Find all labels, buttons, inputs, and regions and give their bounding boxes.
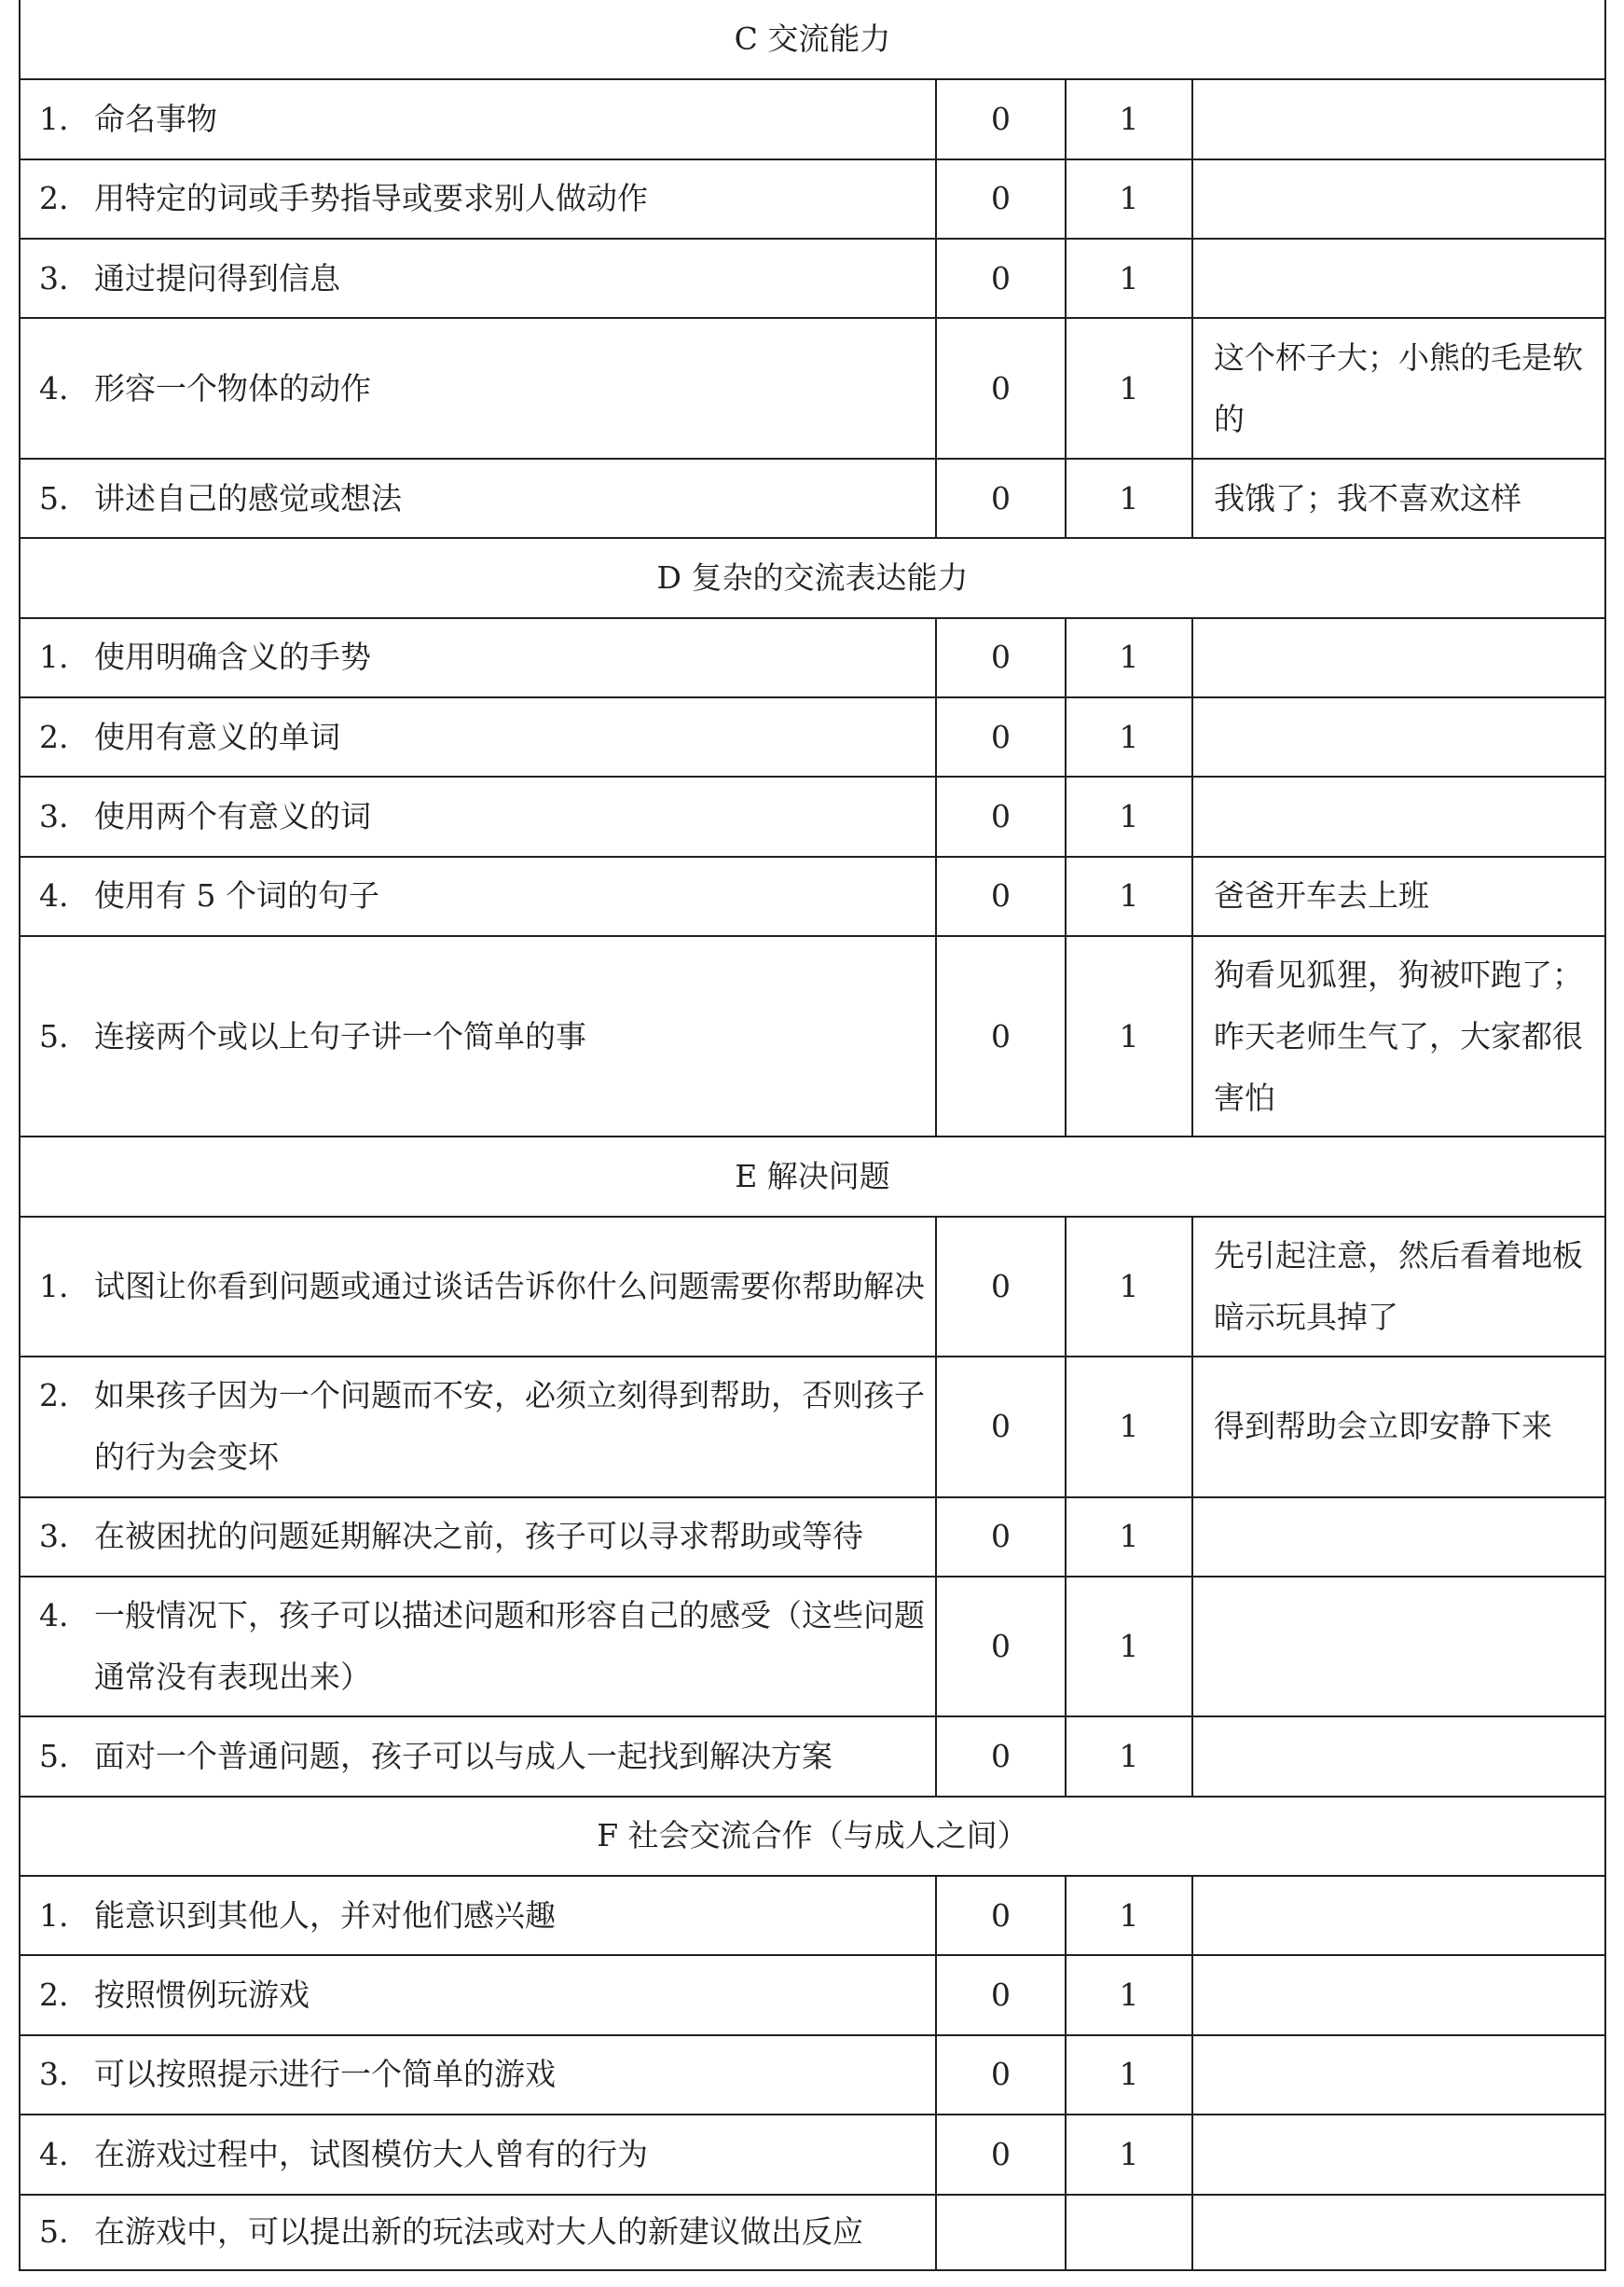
example-cell xyxy=(1192,777,1605,856)
table-row xyxy=(20,697,1605,777)
table-row xyxy=(20,777,1605,856)
section-title: E 解决问题 xyxy=(20,1137,1605,1216)
item-number: 2. xyxy=(39,1377,69,1414)
item-wrap xyxy=(39,786,935,847)
item-cell xyxy=(20,618,936,697)
item-text: 使用有意义的单词 xyxy=(94,718,340,755)
item-text: 面对一个普通问题，孩子可以与成人一起找到解决方案 xyxy=(94,1738,833,1775)
item-number: 5. xyxy=(39,479,69,517)
score-zero-cell[interactable]: 0 xyxy=(936,1876,1066,1955)
score-zero-cell[interactable]: 0 xyxy=(936,459,1066,538)
score-one-cell[interactable]: 1 xyxy=(1066,1497,1192,1577)
section-header-row xyxy=(20,538,1605,617)
item-wrap xyxy=(39,707,935,768)
item-number: 3. xyxy=(39,2056,69,2093)
example-cell xyxy=(1192,2115,1605,2194)
score-one-cell[interactable] xyxy=(1066,2195,1192,2270)
example-cell xyxy=(1192,159,1605,239)
item-wrap xyxy=(39,358,935,420)
table-row xyxy=(20,79,1605,158)
table-row xyxy=(20,1577,1605,1716)
item-wrap xyxy=(39,248,935,310)
score-zero-cell[interactable]: 0 xyxy=(936,1357,1066,1496)
table-row xyxy=(20,239,1605,318)
table-row xyxy=(20,2115,1605,2194)
item-wrap xyxy=(39,1585,935,1708)
item-wrap xyxy=(39,2201,935,2263)
example-cell xyxy=(1192,79,1605,158)
score-one-cell[interactable]: 1 xyxy=(1066,618,1192,697)
item-number: 4. xyxy=(39,877,69,915)
score-one-cell[interactable]: 1 xyxy=(1066,239,1192,318)
assessment-table-body xyxy=(20,0,1605,2270)
example-cell xyxy=(1192,618,1605,697)
item-cell xyxy=(20,697,936,777)
item-wrap xyxy=(39,1726,935,1787)
example-cell: 爸爸开车去上班 xyxy=(1192,857,1605,936)
score-zero-cell[interactable]: 0 xyxy=(936,239,1066,318)
score-zero-cell[interactable]: 0 xyxy=(936,1497,1066,1577)
score-zero-cell[interactable]: 0 xyxy=(936,936,1066,1137)
item-wrap xyxy=(39,89,935,150)
item-wrap xyxy=(39,1006,935,1068)
item-number: 5. xyxy=(39,1738,69,1775)
item-text: 形容一个物体的动作 xyxy=(94,369,371,406)
example-cell xyxy=(1192,1577,1605,1716)
table-row xyxy=(20,857,1605,936)
item-wrap xyxy=(39,2124,935,2185)
score-zero-cell[interactable]: 0 xyxy=(936,697,1066,777)
score-one-cell[interactable]: 1 xyxy=(1066,1577,1192,1716)
item-number: 4. xyxy=(39,2135,69,2172)
item-cell xyxy=(20,2115,936,2194)
item-wrap xyxy=(39,1506,935,1567)
example-cell xyxy=(1192,2035,1605,2115)
score-zero-cell[interactable]: 0 xyxy=(936,318,1066,458)
item-cell xyxy=(20,239,936,318)
table-row xyxy=(20,2195,1605,2270)
example-cell: 狗看见狐狸，狗被吓跑了；昨天老师生气了，大家都很害怕 xyxy=(1192,936,1605,1137)
score-one-cell[interactable]: 1 xyxy=(1066,459,1192,538)
item-text: 在游戏中，可以提出新的玩法或对大人的新建议做出反应 xyxy=(94,2213,863,2251)
score-one-cell[interactable]: 1 xyxy=(1066,2035,1192,2115)
item-number: 4. xyxy=(39,1597,69,1634)
item-cell xyxy=(20,1716,936,1796)
example-cell: 先引起注意，然后看着地板暗示玩具掉了 xyxy=(1192,1217,1605,1357)
score-zero-cell[interactable]: 0 xyxy=(936,618,1066,697)
example-cell: 得到帮助会立即安静下来 xyxy=(1192,1357,1605,1496)
item-cell xyxy=(20,857,936,936)
item-text: 用特定的词或手势指导或要求别人做动作 xyxy=(94,180,648,217)
score-one-cell[interactable]: 1 xyxy=(1066,318,1192,458)
item-number: 1. xyxy=(39,1896,69,1934)
item-cell xyxy=(20,1357,936,1496)
score-one-cell[interactable]: 1 xyxy=(1066,159,1192,239)
item-number: 3. xyxy=(39,797,69,834)
table-row xyxy=(20,159,1605,239)
example-cell xyxy=(1192,1716,1605,1796)
score-one-cell[interactable]: 1 xyxy=(1066,1876,1192,1955)
example-cell xyxy=(1192,1497,1605,1577)
table-row xyxy=(20,936,1605,1137)
item-cell xyxy=(20,1217,936,1357)
score-one-cell[interactable]: 1 xyxy=(1066,1217,1192,1357)
item-wrap xyxy=(39,2044,935,2105)
item-cell xyxy=(20,2035,936,2115)
score-zero-cell[interactable]: 0 xyxy=(936,857,1066,936)
item-number: 1. xyxy=(39,101,69,138)
score-one-cell[interactable]: 1 xyxy=(1066,1955,1192,2034)
item-number: 3. xyxy=(39,1518,69,1555)
item-wrap xyxy=(39,168,935,229)
item-number: 2. xyxy=(39,718,69,755)
score-zero-cell[interactable]: 0 xyxy=(936,159,1066,239)
item-cell xyxy=(20,936,936,1137)
table-row xyxy=(20,2035,1605,2115)
score-zero-cell[interactable]: 0 xyxy=(936,1955,1066,2034)
item-text: 按照惯例玩游戏 xyxy=(94,1977,310,2014)
item-text: 一般情况下，孩子可以描述问题和形容自己的感受（这些问题通常没有表现出来） xyxy=(94,1597,925,1696)
item-wrap xyxy=(39,627,935,688)
table-row xyxy=(20,459,1605,538)
score-one-cell[interactable]: 1 xyxy=(1066,1716,1192,1796)
section-header-row xyxy=(20,0,1605,79)
table-row xyxy=(20,1497,1605,1577)
table-row xyxy=(20,1955,1605,2034)
item-cell xyxy=(20,777,936,856)
score-one-cell[interactable]: 1 xyxy=(1066,1357,1192,1496)
item-wrap xyxy=(39,1365,935,1488)
table-row xyxy=(20,1716,1605,1796)
item-wrap xyxy=(39,1885,935,1947)
example-cell xyxy=(1192,1955,1605,2034)
item-number: 4. xyxy=(39,369,69,406)
example-cell xyxy=(1192,1876,1605,1955)
item-cell xyxy=(20,1497,936,1577)
item-number: 1. xyxy=(39,1268,69,1304)
item-text: 如果孩子因为一个问题而不安，必须立刻得到帮助，否则孩子的行为会变坏 xyxy=(94,1377,925,1476)
example-cell xyxy=(1192,2195,1605,2270)
item-text: 讲述自己的感觉或想法 xyxy=(94,479,402,517)
item-text: 连接两个或以上句子讲一个简单的事 xyxy=(94,1017,586,1054)
table-row xyxy=(20,1217,1605,1357)
section-title: D 复杂的交流表达能力 xyxy=(20,538,1605,617)
table-row xyxy=(20,618,1605,697)
item-number: 5. xyxy=(39,2213,69,2251)
item-wrap xyxy=(39,1964,935,2026)
item-cell xyxy=(20,459,936,538)
item-cell xyxy=(20,79,936,158)
section-title: C 交流能力 xyxy=(20,0,1605,79)
item-cell xyxy=(20,2195,936,2270)
item-cell xyxy=(20,159,936,239)
item-text: 在被困扰的问题延期解决之前，孩子可以寻求帮助或等待 xyxy=(94,1518,863,1555)
table-row xyxy=(20,1357,1605,1496)
section-header-row xyxy=(20,1797,1605,1876)
item-number: 2. xyxy=(39,1977,69,2014)
example-cell: 我饿了；我不喜欢这样 xyxy=(1192,459,1605,538)
item-number: 1. xyxy=(39,639,69,676)
item-text: 使用两个有意义的词 xyxy=(94,797,371,834)
example-cell: 这个杯子大；小熊的毛是软的 xyxy=(1192,318,1605,458)
item-number: 5. xyxy=(39,1017,69,1054)
score-zero-cell[interactable]: 0 xyxy=(936,79,1066,158)
section-title: F 社会交流合作（与成人之间） xyxy=(20,1797,1605,1876)
score-one-cell[interactable]: 1 xyxy=(1066,79,1192,158)
item-cell xyxy=(20,1876,936,1955)
item-cell xyxy=(20,1577,936,1716)
item-cell xyxy=(20,318,936,458)
score-zero-cell[interactable]: 0 xyxy=(936,2035,1066,2115)
score-zero-cell[interactable] xyxy=(936,2195,1066,2270)
item-text: 在游戏过程中，试图模仿大人曾有的行为 xyxy=(94,2135,648,2172)
item-text: 命名事物 xyxy=(94,101,217,138)
example-cell xyxy=(1192,697,1605,777)
item-text: 使用明确含义的手势 xyxy=(94,639,371,676)
item-wrap xyxy=(39,468,935,530)
item-text: 能意识到其他人，并对他们感兴趣 xyxy=(94,1896,556,1934)
example-cell xyxy=(1192,239,1605,318)
table-row xyxy=(20,1876,1605,1955)
item-wrap xyxy=(39,1256,935,1317)
score-zero-cell[interactable]: 0 xyxy=(936,1577,1066,1716)
score-one-cell[interactable]: 1 xyxy=(1066,2115,1192,2194)
score-one-cell[interactable]: 1 xyxy=(1066,697,1192,777)
table-row xyxy=(20,318,1605,458)
section-header-row xyxy=(20,1137,1605,1216)
score-one-cell[interactable]: 1 xyxy=(1066,936,1192,1137)
score-zero-cell[interactable]: 0 xyxy=(936,777,1066,856)
item-text: 使用有 5 个词的句子 xyxy=(94,877,379,915)
item-number: 3. xyxy=(39,259,69,296)
assessment-table xyxy=(19,0,1606,2271)
item-text: 试图让你看到问题或通过谈话告诉你什么问题需要你帮助解决 xyxy=(94,1268,925,1304)
score-zero-cell[interactable]: 0 xyxy=(936,1716,1066,1796)
score-zero-cell[interactable]: 0 xyxy=(936,1217,1066,1357)
score-zero-cell[interactable]: 0 xyxy=(936,2115,1066,2194)
item-text: 通过提问得到信息 xyxy=(94,259,340,296)
item-text: 可以按照提示进行一个简单的游戏 xyxy=(94,2056,556,2093)
score-one-cell[interactable]: 1 xyxy=(1066,777,1192,856)
score-one-cell[interactable]: 1 xyxy=(1066,857,1192,936)
item-number: 2. xyxy=(39,180,69,217)
item-wrap xyxy=(39,865,935,927)
item-cell xyxy=(20,1955,936,2034)
